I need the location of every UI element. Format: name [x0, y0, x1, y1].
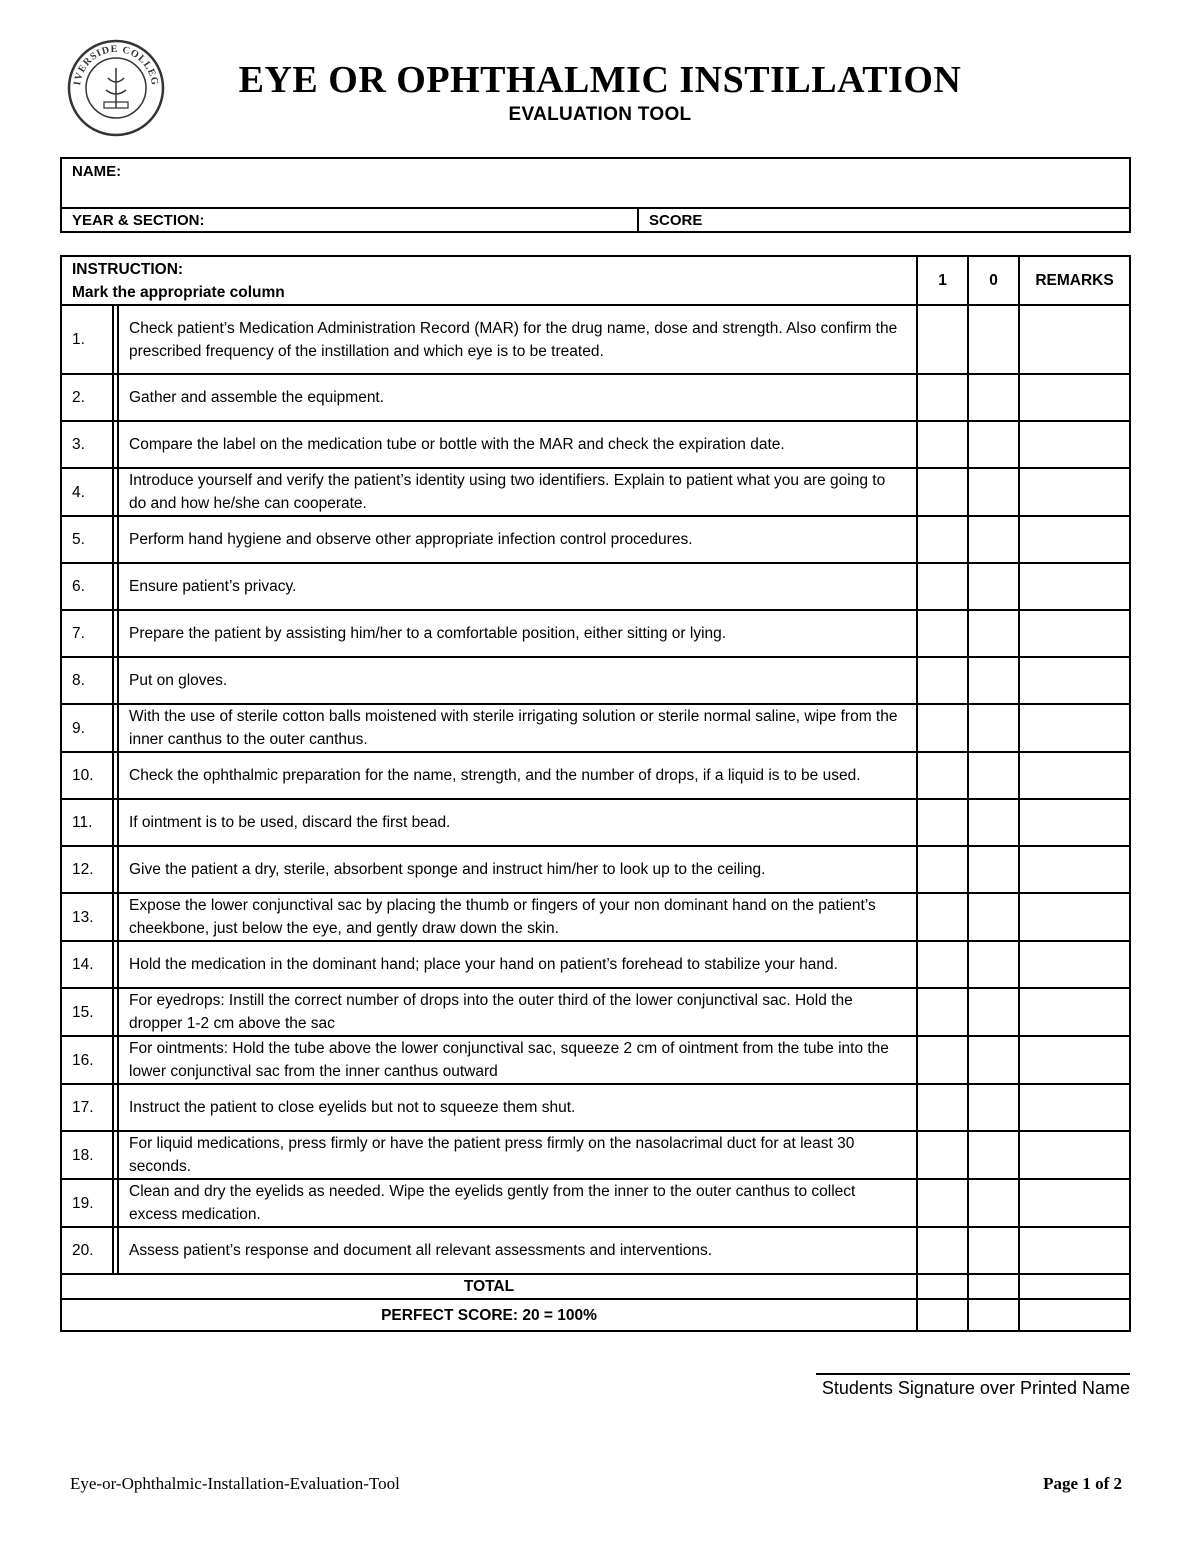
score-0-cell[interactable] — [968, 421, 1019, 468]
remarks-cell[interactable] — [1019, 941, 1130, 988]
table-row — [61, 421, 1130, 468]
evaluation-table — [60, 255, 1131, 1332]
table-row — [61, 1084, 1130, 1131]
step-description: Compare the label on the medication tube or bottle with the MAR and check the expiration date. — [118, 421, 917, 468]
score-1-cell[interactable] — [917, 893, 968, 941]
remarks-cell[interactable] — [1019, 657, 1130, 704]
score-1-cell[interactable] — [917, 421, 968, 468]
score-1-cell[interactable] — [917, 657, 968, 704]
score-0-cell[interactable] — [968, 657, 1019, 704]
step-number: 12. — [61, 846, 113, 893]
table-row — [61, 1036, 1130, 1084]
year-section-field[interactable] — [61, 208, 638, 232]
table-row — [61, 1131, 1130, 1179]
table-row — [61, 988, 1130, 1036]
document-subtitle: EVALUATION TOOL — [508, 104, 692, 125]
step-description: For eyedrops: Instill the correct number of drops into the outer third of the lower conjunctival sac. Hold the dropper 1-2 cm above the sac — [118, 988, 917, 1036]
step-number: 19. — [61, 1179, 113, 1227]
remarks-cell[interactable] — [1019, 468, 1130, 516]
score-0-cell[interactable] — [968, 1179, 1019, 1227]
perfect-score-row — [61, 1299, 1130, 1331]
remarks-cell[interactable] — [1019, 704, 1130, 752]
remarks-cell[interactable] — [1019, 305, 1130, 374]
instruction-cell — [61, 256, 917, 305]
logo-text: IVERSIDE COLLEG — [72, 43, 161, 87]
perfect-score-cell-remarks[interactable] — [1019, 1299, 1130, 1331]
score-0-cell[interactable] — [968, 752, 1019, 799]
table-row — [61, 305, 1130, 374]
signature-label: Students Signature over Printed Name — [821, 1378, 1130, 1398]
column-header-remarks: REMARKS — [1019, 256, 1130, 305]
table-row — [61, 610, 1130, 657]
score-1-cell[interactable] — [917, 374, 968, 421]
step-description: Ensure patient’s privacy. — [118, 563, 917, 610]
step-number: 15. — [61, 988, 113, 1036]
step-description: If ointment is to be used, discard the first bead. — [118, 799, 917, 846]
name-label: NAME: — [72, 163, 122, 180]
remarks-cell[interactable] — [1019, 1179, 1130, 1227]
step-number: 5. — [61, 516, 113, 563]
remarks-cell[interactable] — [1019, 846, 1130, 893]
table-row — [61, 516, 1130, 563]
table-row — [61, 563, 1130, 610]
score-0-cell[interactable] — [968, 374, 1019, 421]
perfect-score-label: PERFECT SCORE: 20 = 100% — [61, 1299, 917, 1331]
table-header-row — [61, 256, 1130, 305]
score-1-cell[interactable] — [917, 563, 968, 610]
table-row — [61, 846, 1130, 893]
score-0-cell[interactable] — [968, 941, 1019, 988]
score-0-cell[interactable] — [968, 468, 1019, 516]
step-number: 4. — [61, 468, 113, 516]
score-1-cell[interactable] — [917, 752, 968, 799]
score-1-cell[interactable] — [917, 988, 968, 1036]
total-label: TOTAL — [61, 1274, 917, 1299]
step-description: Prepare the patient by assisting him/her to a comfortable position, either sitting or lying. — [118, 610, 917, 657]
score-field[interactable] — [638, 208, 1130, 232]
step-number: 18. — [61, 1131, 113, 1179]
step-number: 2. — [61, 374, 113, 421]
step-number: 20. — [61, 1227, 113, 1274]
score-0-cell[interactable] — [968, 704, 1019, 752]
table-row — [61, 893, 1130, 941]
student-info-table — [60, 157, 1131, 233]
score-0-cell[interactable] — [968, 893, 1019, 941]
table-row — [61, 752, 1130, 799]
score-0-cell[interactable] — [968, 1227, 1019, 1274]
step-number: 16. — [61, 1036, 113, 1084]
remarks-cell[interactable] — [1019, 988, 1130, 1036]
step-description: Expose the lower conjunctival sac by placing the thumb or fingers of your non dominant hand on the patient’s cheekbone, just below the eye, and gently draw down the skin. — [118, 893, 917, 941]
score-1-cell[interactable] — [917, 1227, 968, 1274]
step-description: Give the patient a dry, sterile, absorbent sponge and instruct him/her to look up to the ceiling. — [118, 846, 917, 893]
score-0-cell[interactable] — [968, 1036, 1019, 1084]
column-header-0: 0 — [968, 256, 1019, 305]
step-number: 10. — [61, 752, 113, 799]
step-number: 1. — [61, 305, 113, 374]
score-1-cell[interactable] — [917, 704, 968, 752]
score-0-cell[interactable] — [968, 1131, 1019, 1179]
score-1-cell[interactable] — [917, 468, 968, 516]
remarks-cell[interactable] — [1019, 374, 1130, 421]
perfect-score-cell-1[interactable] — [917, 1299, 968, 1331]
document-title: EYE OR OPHTHALMIC INSTILLATION — [238, 59, 962, 101]
score-0-cell[interactable] — [968, 799, 1019, 846]
footer-document-name: Eye-or-Ophthalmic-Installation-Evaluation-Tool — [70, 1474, 400, 1493]
total-row — [61, 1274, 1130, 1299]
score-0-cell[interactable] — [968, 988, 1019, 1036]
year-section-label: YEAR & SECTION: — [72, 211, 205, 229]
step-number: 6. — [61, 563, 113, 610]
remarks-cell[interactable] — [1019, 1227, 1130, 1274]
step-description: Check the ophthalmic preparation for the name, strength, and the number of drops, if a liquid is to be used. — [118, 752, 917, 799]
step-number: 14. — [61, 941, 113, 988]
step-description: Introduce yourself and verify the patient’s identity using two identifiers. Explain to patient what you are going to do and how he/she can cooperate. — [118, 468, 917, 516]
score-0-cell[interactable] — [968, 516, 1019, 563]
score-0-cell[interactable] — [968, 1084, 1019, 1131]
step-description: Perform hand hygiene and observe other appropriate infection control procedures. — [118, 516, 917, 563]
step-description: Assess patient’s response and document all relevant assessments and interventions. — [118, 1227, 917, 1274]
step-number: 11. — [61, 799, 113, 846]
score-1-cell[interactable] — [917, 799, 968, 846]
total-cell-0[interactable] — [968, 1274, 1019, 1299]
score-1-cell[interactable] — [917, 1179, 968, 1227]
step-number: 3. — [61, 421, 113, 468]
remarks-cell[interactable] — [1019, 1084, 1130, 1131]
table-row — [61, 799, 1130, 846]
score-1-cell[interactable] — [917, 305, 968, 374]
table-row — [61, 374, 1130, 421]
name-field[interactable] — [61, 158, 1130, 208]
remarks-cell[interactable] — [1019, 893, 1130, 941]
step-description: For liquid medications, press firmly or have the patient press firmly on the nasolacrimal duct for at least 30 seconds. — [118, 1131, 917, 1179]
score-1-cell[interactable] — [917, 516, 968, 563]
table-row — [61, 704, 1130, 752]
remarks-cell[interactable] — [1019, 610, 1130, 657]
table-row — [61, 468, 1130, 516]
step-description: Clean and dry the eyelids as needed. Wipe the eyelids gently from the inner to the outer canthus to collect excess medication. — [118, 1179, 917, 1227]
score-label: SCORE — [649, 211, 703, 229]
score-1-cell[interactable] — [917, 1036, 968, 1084]
signature-line[interactable] — [816, 1373, 1130, 1375]
remarks-cell[interactable] — [1019, 1036, 1130, 1084]
total-cell-1[interactable] — [917, 1274, 968, 1299]
remarks-cell[interactable] — [1019, 421, 1130, 468]
remarks-cell[interactable] — [1019, 752, 1130, 799]
score-0-cell[interactable] — [968, 563, 1019, 610]
score-1-cell[interactable] — [917, 941, 968, 988]
step-description: With the use of sterile cotton balls moistened with sterile irrigating solution or sterile normal saline, wipe from the inner canthus to the outer canthus. — [118, 704, 917, 752]
score-0-cell[interactable] — [968, 610, 1019, 657]
remarks-cell[interactable] — [1019, 799, 1130, 846]
table-row — [61, 1227, 1130, 1274]
table-row — [61, 1179, 1130, 1227]
score-1-cell[interactable] — [917, 846, 968, 893]
score-1-cell[interactable] — [917, 1084, 968, 1131]
remarks-cell[interactable] — [1019, 563, 1130, 610]
score-1-cell[interactable] — [917, 610, 968, 657]
score-0-cell[interactable] — [968, 846, 1019, 893]
step-number: 8. — [61, 657, 113, 704]
footer-page-number: Page 1 of 2 — [1043, 1474, 1122, 1493]
table-row — [61, 941, 1130, 988]
step-description: Instruct the patient to close eyelids but not to squeeze them shut. — [118, 1084, 917, 1131]
step-number: 7. — [61, 610, 113, 657]
instruction-title: INSTRUCTION: — [72, 260, 184, 278]
step-description: For ointments: Hold the tube above the lower conjunctival sac, squeeze 2 cm of ointment from the tube into the lower conjunctival sac from the inner canthus outward — [118, 1036, 917, 1084]
table-row — [61, 657, 1130, 704]
remarks-cell[interactable] — [1019, 516, 1130, 563]
step-number: 17. — [61, 1084, 113, 1131]
perfect-score-cell-0[interactable] — [968, 1299, 1019, 1331]
step-description: Gather and assemble the equipment. — [118, 374, 917, 421]
step-description: Hold the medication in the dominant hand; place your hand on patient’s forehead to stabilize your hand. — [118, 941, 917, 988]
column-header-1: 1 — [917, 256, 968, 305]
step-description: Put on gloves. — [118, 657, 917, 704]
score-0-cell[interactable] — [968, 305, 1019, 374]
instruction-text: Mark the appropriate column — [72, 283, 285, 301]
remarks-cell[interactable] — [1019, 1131, 1130, 1179]
total-cell-remarks[interactable] — [1019, 1274, 1130, 1299]
step-number: 13. — [61, 893, 113, 941]
score-1-cell[interactable] — [917, 1131, 968, 1179]
step-number: 9. — [61, 704, 113, 752]
step-description: Check patient’s Medication Administration Record (MAR) for the drug name, dose and strength. Also confirm the prescribed frequency of the instillation and which eye is to be treated. — [118, 305, 917, 374]
